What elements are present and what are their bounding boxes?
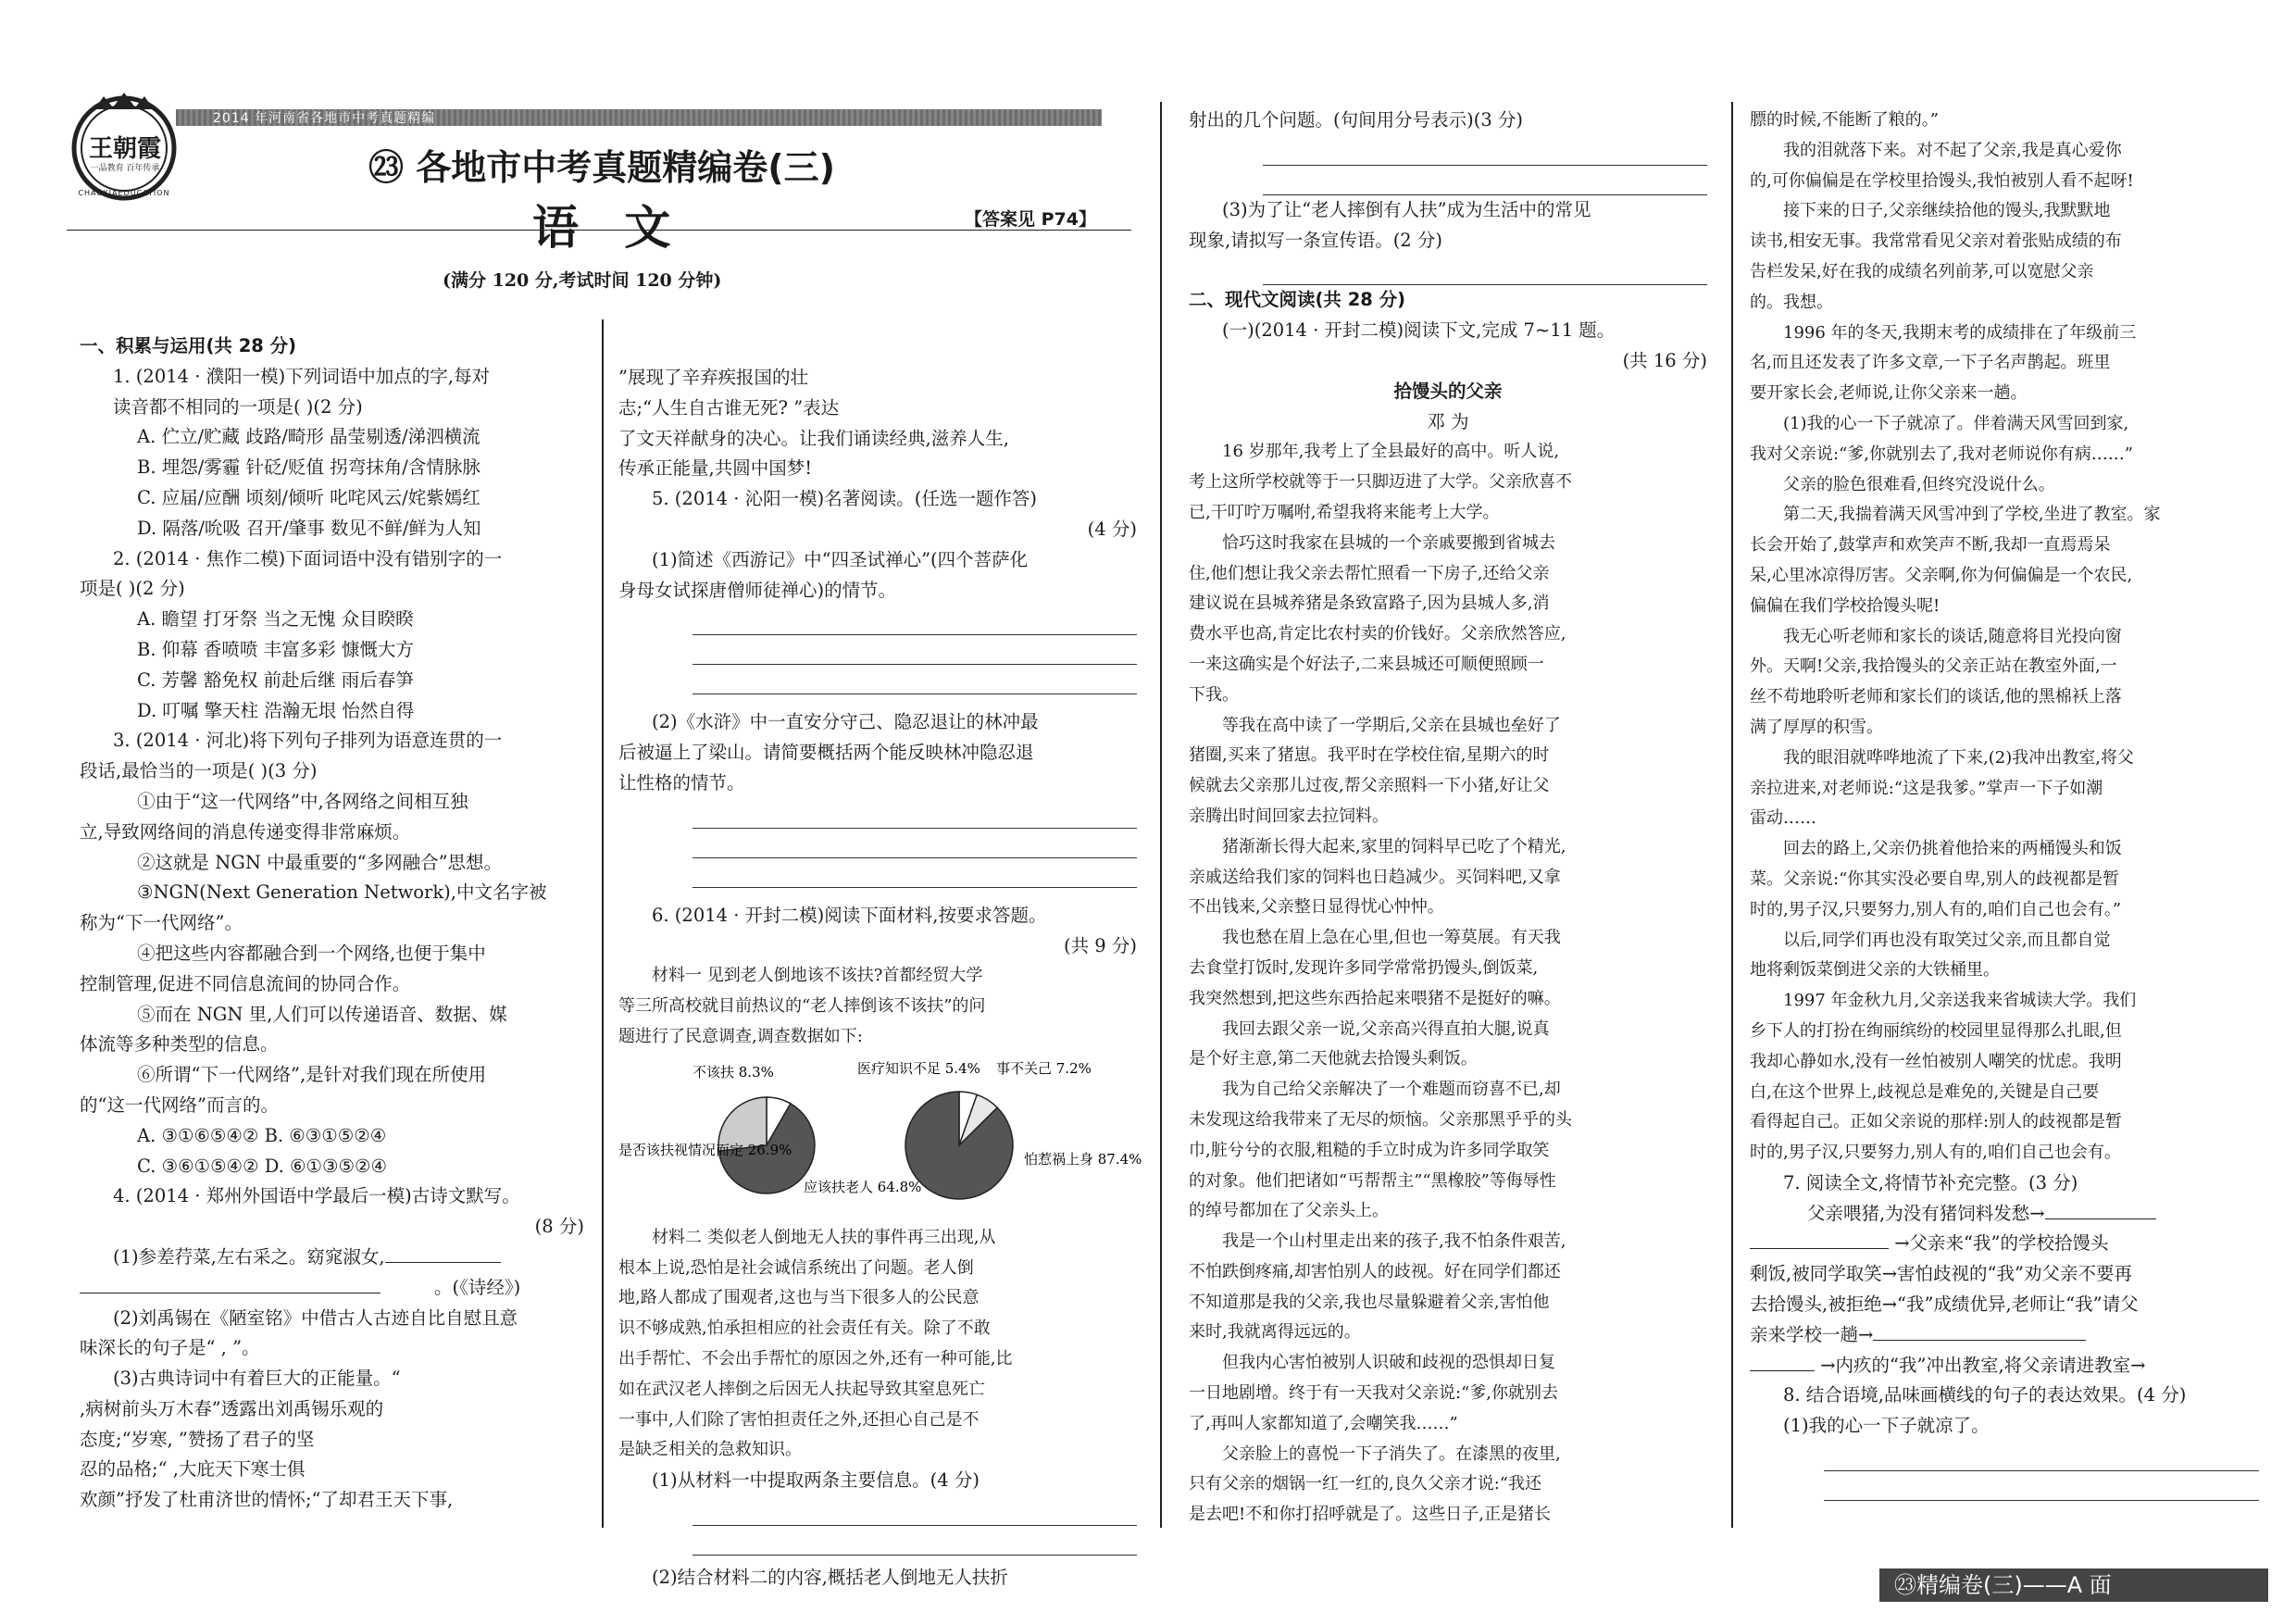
passage-line: 只有父亲的烟锅一红一红的,良久父亲才说:“我还 xyxy=(1189,1474,1541,1494)
question-text: 现象,请拟写一条宣传语。(2 分) xyxy=(1189,229,1443,251)
option-line: D. 隔落/吮吸 召开/肇事 数见不鲜/鲜为人知 xyxy=(137,517,481,539)
option-line: C. ③⑥①⑤④② D. ⑥①③⑤②④ xyxy=(137,1155,387,1177)
passage-line: 候就去父亲那儿过夜,帮父亲照料一下小猪,好让父 xyxy=(1189,776,1550,796)
passage-line: 住,他们想让我父亲去帮忙照看一下房子,还给父亲 xyxy=(1189,563,1550,583)
passage-line-underlined: 我的眼泪就哗哗地流了下来,(2)我冲出教室,将父 xyxy=(1783,747,2134,768)
question-text xyxy=(1750,1229,2268,1259)
poem-line: (1)参差荇菜,左右采之。窈窕淑女, xyxy=(113,1245,385,1268)
passage-line: 看得起自己。正如父亲说的那样:别人的歧视都是暂 xyxy=(1750,1112,2123,1132)
passage-line: 雷动…… xyxy=(1750,808,1816,829)
answer-line[interactable] xyxy=(693,635,1137,665)
question-text xyxy=(1750,1199,2268,1230)
question-text: 6. (2014 · 开封二模)阅读下面材料,按要求答题。 xyxy=(652,904,1047,926)
question-text: 了文天祥献身的决心。让我们诵读经典,滋养人生, xyxy=(618,427,1009,449)
material-text: 题进行了民意调查,调查数据如下: xyxy=(618,1026,863,1046)
answer-blank[interactable] xyxy=(1750,1352,1815,1371)
option-line: A. 瞻望 打牙祭 当之无愧 众目睽睽 xyxy=(137,608,414,631)
option-line: B. 仰幕 香喷喷 丰富多彩 慷慨大方 xyxy=(137,638,414,660)
passage-line: 等我在高中读了一学期后,父亲在县城也垒好了 xyxy=(1222,715,1561,735)
question-text: 5. (2014 · 沁阳一模)名著阅读。(任选一题作答) xyxy=(652,488,1037,510)
question-text: 后被逼上了梁山。请简要概括两个能反映林冲隐忍退 xyxy=(618,742,1034,764)
pie-label: 应该扶老人 64.8% xyxy=(804,1178,922,1195)
question-text: 项是( )(2 分) xyxy=(80,578,185,600)
passage-line: 猪圈,买来了猪崽。我平时在学校住宿,星期六的时 xyxy=(1189,745,1550,766)
paper-title-text: 各地市中考真题精编卷(三) xyxy=(416,147,835,188)
passage-line: 偏偏在我们学校拾馒头呢! xyxy=(1750,595,1940,616)
passage-line: 我回去跟父亲一说,父亲高兴得直拍大腿,说真 xyxy=(1222,1018,1550,1039)
sentence-item: 体流等多种类型的信息。 xyxy=(80,1033,279,1056)
material-text: 一事中,人们除了害怕担责任之外,还担心自己是不 xyxy=(618,1409,980,1430)
sentence-item: ⑤而在 NGN 里,人们可以传递语音、数据、媒 xyxy=(137,1003,507,1025)
passage-line: 的绰号都加在了父亲头上。 xyxy=(1189,1201,1389,1221)
material-text: 出手帮忙、不会出手帮忙的原因之外,还有一种可能,比 xyxy=(618,1348,1013,1368)
option-line: A. 伫立/贮藏 歧路/畸形 晶莹剔透/涕泗横流 xyxy=(137,426,480,448)
passage-line: 我也愁在眉上急在心里,但也一筹莫展。有天我 xyxy=(1222,928,1561,948)
passage-line: 乡下人的打扮在绚丽缤纷的校园里显得那么扎眼,但 xyxy=(1750,1020,2122,1041)
option-line: C. 芳馨 豁免权 前赴后继 雨后春笋 xyxy=(137,669,414,691)
passage-line: 来时,我就离得远远的。 xyxy=(1189,1322,1361,1343)
sentence-item: ③NGN(Next Generation Network),中文名字被 xyxy=(137,881,547,904)
sentence-item: 控制管理,促进不同信息流间的协同合作。 xyxy=(80,972,411,994)
column-divider xyxy=(602,319,604,1528)
logo-subtext: 一品教育 百年传承 xyxy=(90,164,160,173)
passage-line: 外。天啊!父亲,我拾馒头的父亲正站在教室外面,一 xyxy=(1750,656,2117,677)
question-text: (1)简述《西游记》中“四圣试禅心”(四个菩萨化 xyxy=(652,548,1029,570)
sentence-item: ④把这些内容都融合到一个网络,也便于集中 xyxy=(137,942,486,964)
sentence-item: 称为“下一代网络”。 xyxy=(80,912,243,934)
question-text: 志;“人生自古谁无死? ”表达 xyxy=(618,396,840,419)
passage-title: 拾馒头的父亲 xyxy=(1393,380,1503,402)
passage-line: 地将剩饭菜倒进父亲的大铁桶里。 xyxy=(1750,960,2000,981)
passage-line-underlined: 亲拉进来,对老师说:“这是我爹。”掌声一下子如潮 xyxy=(1750,778,2103,798)
passage-line: 但我内心害怕被别人识破和歧视的恐惧却日复 xyxy=(1222,1353,1555,1373)
pie-chart-2 xyxy=(857,1053,1142,1223)
option-line: B. 埋怨/雾霾 针砭/贬值 拐弯抹角/含情脉脉 xyxy=(137,456,480,479)
answer-blank[interactable] xyxy=(80,1274,381,1293)
passage-line: 的对象。他们把诸如“丐帮帮主”“黑橡胶”等侮辱性 xyxy=(1189,1170,1556,1191)
passage-line: 长会开始了,鼓掌声和欢笑声不断,我却一直焉焉呆 xyxy=(1750,535,2111,556)
question-text: 让性格的情节。 xyxy=(618,771,745,794)
question-text: 7. 阅读全文,将情节补充完整。(3 分) xyxy=(1783,1171,2078,1193)
passage-line: 菜。父亲说:“你其实没必要自卑,别人的歧视都是暂 xyxy=(1750,868,2119,889)
answer-line[interactable] xyxy=(693,858,1137,888)
question-text: 1. (2014 · 濮阳一模)下列词语中加点的字,每对 xyxy=(113,365,490,387)
question-text: 身母女试探唐僧师徒禅心)的情节。 xyxy=(618,579,897,601)
question-text: (2)刘禹锡在《陋室铭》中借古人古迹自比自慰且意 xyxy=(113,1306,518,1329)
poem-source: 。(《诗经》) xyxy=(434,1276,521,1298)
answer-line[interactable] xyxy=(693,665,1137,694)
question-text: (2)结合材料二的内容,概括老人倒地无人扶折 xyxy=(652,1566,1008,1588)
question-text: 态度;“岁寒, ”赞扬了君子的坚 xyxy=(80,1428,315,1450)
passage-line: 1996 年的冬天,我期末考的成绩排在了年级前三 xyxy=(1783,322,2137,343)
column-divider xyxy=(1731,102,1733,1528)
column-2 xyxy=(618,363,1142,1593)
passage-line: 回去的路上,父亲仍挑着他拾来的两桶馒头和饭 xyxy=(1783,839,2122,859)
paper-title xyxy=(368,139,835,190)
passage-line: 我却心静如水,没有一丝怕被别人嘲笑的忧虑。我明 xyxy=(1750,1051,2122,1071)
answer-blank[interactable] xyxy=(2045,1200,2156,1219)
question-text: 剩饭,被同学取笑→害怕歧视的“我”劝父亲不要再 xyxy=(1750,1263,2132,1285)
passage-line: 是去吧!不和你打招呼就是了。这些日子,正是猪长 xyxy=(1189,1505,1551,1525)
sentence-item: 的“这一代网络”而言的。 xyxy=(80,1093,279,1116)
passage-line: 我为自己给父亲解决了一个难题而窃喜不已,却 xyxy=(1222,1080,1561,1100)
plot-step: 父亲喂猪,为没有猪饲料发愁→ xyxy=(1807,1202,2045,1224)
passage-line: 我对父亲说:“爹,你就别去了,我对老师说你有病……” xyxy=(1750,444,2133,464)
passage-line-underlined: (1)我的心一下子就凉了。伴着满天风雪回到家, xyxy=(1783,413,2129,433)
material-text: 材料二 类似老人倒地无人扶的事件再三出现,从 xyxy=(652,1227,996,1247)
material-text: 地,路人都成了围观者,这也与当下很多人的公民意 xyxy=(618,1288,980,1308)
answer-line[interactable] xyxy=(693,1496,1137,1526)
question-text: 段话,最恰当的一项是( )(3 分) xyxy=(80,760,318,782)
material-text: 识不够成熟,怕承担相应的社会责任有关。除了不敢 xyxy=(618,1318,991,1339)
plot-step: →内疚的“我”冲出教室,将父亲请进教室→ xyxy=(1815,1354,2146,1376)
pie-slice xyxy=(905,1092,1013,1199)
answer-line[interactable] xyxy=(1263,256,1707,285)
sentence-item: ②这就是 NGN 中最重要的“多网融合”思想。 xyxy=(137,851,503,873)
passage-line: 时的,男子汉,只要努力,别人有的,咱们自己也会有。” xyxy=(1750,899,2122,919)
answer-line[interactable] xyxy=(1263,166,1707,195)
header-banner xyxy=(176,109,1102,126)
material-text: 材料一 见到老人倒地该不该扶?首都经贸大学 xyxy=(652,966,983,986)
question-text: 欢颜”抒发了杜甫济世的情怀;“了却君王天下事, xyxy=(80,1489,454,1511)
section-heading: 二、现代文阅读(共 28 分) xyxy=(1189,289,1406,311)
passage-line: 接下来的日子,父亲继续拾他的馒头,我默默地 xyxy=(1783,201,2111,221)
question-text: 射出的几个问题。(句间用分号表示)(3 分) xyxy=(1189,109,1524,131)
passage-line: 未发现这给我带来了无尽的烦恼。父亲那黑乎乎的头 xyxy=(1189,1109,1572,1130)
column-3 xyxy=(1189,106,1707,1531)
option-line: C. 应届/应酬 顷刻/倾听 叱咤风云/姹紫嫣红 xyxy=(137,486,480,508)
passage-line: 读书,相安无事。我常常看见父亲对着张贴成绩的布 xyxy=(1750,231,2122,252)
question-score: (8 分) xyxy=(534,1216,584,1238)
passage-line: 以后,同学们再也没有取笑过父亲,而且都自觉 xyxy=(1783,930,2111,950)
passage-line: 考上这所学校就等于一只脚迈进了大学。父亲欣喜不 xyxy=(1189,472,1572,493)
question-text xyxy=(1750,1351,2268,1381)
passage-line: 是个好主意,第二天他就去拾馒头剩饭。 xyxy=(1189,1049,1478,1069)
passage-line: 1997 年金秋九月,父亲送我来省城读大学。我们 xyxy=(1783,991,2137,1011)
answer-reference: 【答案见 P74】 xyxy=(965,209,1096,230)
answer-line[interactable] xyxy=(693,829,1137,858)
option-line: A. ③①⑥⑤④② B. ⑥③①⑤②④ xyxy=(137,1124,387,1146)
column-divider xyxy=(1160,102,1162,1528)
answer-line[interactable] xyxy=(693,606,1137,635)
question-text: (2)《水浒》中一直安分守己、隐忍退让的林冲最 xyxy=(652,711,1039,733)
passage-line: 我无心听老师和家长的谈话,随意将目光投向窗 xyxy=(1783,626,2122,646)
passage-line: 白,在这个世界上,歧视总是难免的,关键是自己要 xyxy=(1750,1081,2100,1102)
exam-info: (满分 120 分,考试时间 120 分钟) xyxy=(443,270,722,291)
passage-line: 16 岁那年,我考上了全县最好的高中。听人说, xyxy=(1222,442,1560,462)
question-text: (3)古典诗词中有着巨大的正能量。“ xyxy=(113,1368,401,1390)
passage-line: 已,干叮咛万嘱咐,希望我将来能考上大学。 xyxy=(1189,502,1500,522)
passage-line: 丝不苟地聆听老师和家长们的谈话,他的黑棉袄上落 xyxy=(1750,687,2122,707)
question-text xyxy=(80,1243,584,1273)
passage-line: 呆,心里冰凉得厉害。父亲啊,你为何偏偏是一个农民, xyxy=(1750,565,2133,585)
passage-line: 下我。 xyxy=(1189,684,1239,705)
question-text: (1)我的心一下子就凉了。 xyxy=(1783,1415,1990,1437)
sentence-item: ⑥所谓“下一代网络”,是针对我们现在所使用 xyxy=(137,1064,487,1086)
passage-intro: (一)(2014 · 开封二模)阅读下文,完成 7~11 题。 xyxy=(1222,319,1616,342)
passage-line: 膘的时候,不能断了粮的。” xyxy=(1750,110,1939,130)
question-score: (共 16 分) xyxy=(1622,349,1707,371)
question-score: (4 分) xyxy=(1087,518,1137,540)
question-text xyxy=(1750,1320,2268,1351)
passage-line: 父亲的脸色很难看,但终究没说什么。 xyxy=(1783,474,2055,494)
question-text: 味深长的句子是“ , ”。 xyxy=(80,1337,260,1359)
logo-text: 王朝霞 xyxy=(88,135,161,163)
column-1 xyxy=(80,331,584,1516)
logo-ring-text: CHAOXIAEDUCATION xyxy=(78,189,170,197)
question-text: 去拾馒头,被拒绝→“我”成绩优异,老师让“我”请父 xyxy=(1750,1293,2139,1316)
subject-title: 语 文 xyxy=(532,200,686,255)
passage-line: 我突然想到,把这些东西拾起来喂猪不是挺好的嘛。 xyxy=(1189,988,1561,1008)
answer-line[interactable] xyxy=(1263,136,1707,166)
pie-label: 怕惹祸上身 87.4% xyxy=(1024,1150,1142,1168)
logo xyxy=(67,89,181,204)
question-text: 8. 结合语境,品味画横线的句子的表达效果。(4 分) xyxy=(1783,1384,2187,1406)
passage-line: 的。我想。 xyxy=(1750,292,1833,312)
passage-line: 告栏发呆,好在我的成绩名列前茅,可以宽慰父亲 xyxy=(1750,261,2094,281)
page-footer: ㉓精编卷(三)——A 面 xyxy=(1879,1568,2268,1602)
passage-line: 我的泪就落下来。对不起了父亲,我是真心爱你 xyxy=(1783,140,2122,160)
answer-line[interactable] xyxy=(693,799,1137,829)
passage-line: 一来这确实是个好法子,二来县城还可顺便照顾一 xyxy=(1189,654,1544,674)
passage-line: 亲戚送给我们家的饲料也日趋减少。买饲料吧,又拿 xyxy=(1189,867,1561,887)
passage-line: 名,而且还发表了许多文章,一下子名声鹊起。班里 xyxy=(1750,353,2111,373)
pie-label: 事不关己 7.2% xyxy=(996,1059,1092,1077)
question-text: 3. (2014 · 河北)将下列句子排列为语意连贯的一 xyxy=(113,730,503,752)
passage-line: 巾,脏兮兮的衣服,粗糙的手立时成为许多同学取笑 xyxy=(1189,1140,1550,1160)
header-banner-text: 2014 年河南省各地市中考真题精编 xyxy=(213,111,436,126)
question-text: 忍的品格;“ ,大庇天下寒士俱 xyxy=(80,1458,306,1481)
sentence-item: ①由于“这一代网络”中,各网络之间相互独 xyxy=(137,790,468,812)
material-text: 如在武汉老人摔倒之后因无人扶起导致其窒息死亡 xyxy=(618,1379,985,1399)
passage-line: 去食堂打饭时,发现许多同学常常扔馒头,倒饭菜, xyxy=(1189,957,1539,978)
question-text: 2. (2014 · 焦作二模)下面词语中没有错别字的一 xyxy=(113,547,503,569)
passage-line: 的,可你偏偏是在学校里拾馒头,我怕被别人看不起呀! xyxy=(1750,170,2134,191)
passage-line: 要开家长会,老师说,让你父亲来一趟。 xyxy=(1750,383,2028,404)
answer-line[interactable] xyxy=(693,1526,1137,1556)
passage-line: 了,再叫人家都知道了,会嘲笑我……” xyxy=(1189,1413,1458,1433)
material-text: 等三所高校就目前热议的“老人摔倒该不该扶”的问 xyxy=(618,996,986,1017)
question-score: (共 9 分) xyxy=(1063,934,1137,956)
question-text: ,病树前头万木春”透露出刘禹锡乐观的 xyxy=(80,1397,384,1419)
passage-line: 第二天,我揣着满天风雪冲到了学校,坐进了教室。家 xyxy=(1783,505,2161,525)
passage-author: 邓 为 xyxy=(1427,410,1469,432)
question-text: (1)从材料一中提取两条主要信息。(4 分) xyxy=(652,1469,980,1492)
question-text: 传承正能量,共圆中国梦! xyxy=(618,457,813,480)
section-heading: 一、积累与运用(共 28 分) xyxy=(80,335,297,356)
answer-line[interactable] xyxy=(1824,1442,2259,1471)
material-text: 是缺乏相关的急救知识。 xyxy=(618,1440,802,1460)
passage-line: 我是一个山村里走出来的孩子,我不怕条件艰苦, xyxy=(1222,1231,1566,1252)
pie-label: 是否该扶视情况而定 26.9% xyxy=(618,1141,792,1158)
pie-label: 医疗知识不足 5.4% xyxy=(857,1059,980,1077)
passage-line: 建议说在县城养猪是条致富路子,因为县城人多,消 xyxy=(1189,594,1550,614)
question-text: ”展现了辛弃疾报国的壮 xyxy=(618,367,808,388)
question-text: 4. (2014 · 郑州外国语中学最后一模)古诗文默写。 xyxy=(113,1185,520,1207)
passage-line: 不知道那是我的父亲,我也尽量躲避着父亲,害怕他 xyxy=(1189,1292,1550,1312)
answer-line[interactable] xyxy=(1824,1471,2259,1501)
question-text: 读音都不相同的一项是( )(2 分) xyxy=(113,395,363,418)
answer-blank[interactable] xyxy=(385,1243,501,1263)
plot-step: →父亲来“我”的学校拾馒头 xyxy=(1889,1232,2109,1255)
passage-line: 不怕跌倒疼痛,却害怕别人的歧视。好在同学们都还 xyxy=(1189,1261,1561,1281)
material-text: 根本上说,恐怕是社会诚信系统出了问题。老人倒 xyxy=(618,1257,974,1278)
passage-line: 猪渐渐长得大起来,家里的饲料早已吃了个精光, xyxy=(1222,836,1566,856)
passage-line: 费水平也高,肯定比农村卖的价钱好。父亲欣然答应, xyxy=(1189,624,1566,644)
answer-blank[interactable] xyxy=(1873,1321,2086,1341)
sentence-item: 立,导致网络间的消息传递变得非常麻烦。 xyxy=(80,820,411,843)
passage-line: 时的,男子汉,只要努力,别人有的,咱们自己也会有。 xyxy=(1750,1143,2121,1163)
passage-line: 一日地剧增。终于有一天我对父亲说:“爹,你就别去 xyxy=(1189,1383,1558,1404)
passage-line: 满了厚厚的积雪。 xyxy=(1750,717,1883,737)
question-text xyxy=(80,1273,584,1304)
answer-blank[interactable] xyxy=(1750,1230,1889,1249)
passage-line: 不出钱来,父亲整日显得忧心忡忡。 xyxy=(1189,897,1444,918)
pie-chart-area xyxy=(618,1053,1142,1223)
pie-label: 不该扶 8.3% xyxy=(693,1063,774,1081)
paper-number: ㉓ xyxy=(368,147,405,188)
passage-line: 父亲脸上的喜悦一下子消失了。在漆黑的夜里, xyxy=(1222,1443,1561,1464)
option-line: D. 叮嘱 擎天柱 浩瀚无垠 怡然自得 xyxy=(137,699,415,721)
plot-step: 亲来学校一趟→ xyxy=(1750,1323,1874,1345)
question-text: (3)为了让“老人摔倒有人扶”成为生活中的常见 xyxy=(1222,198,1591,220)
passage-line: 亲腾出时间回家去拉饲料。 xyxy=(1189,806,1389,826)
column-4 xyxy=(1750,106,2268,1501)
passage-line: 恰巧这时我家在县城的一个亲戚要搬到省城去 xyxy=(1222,532,1555,553)
